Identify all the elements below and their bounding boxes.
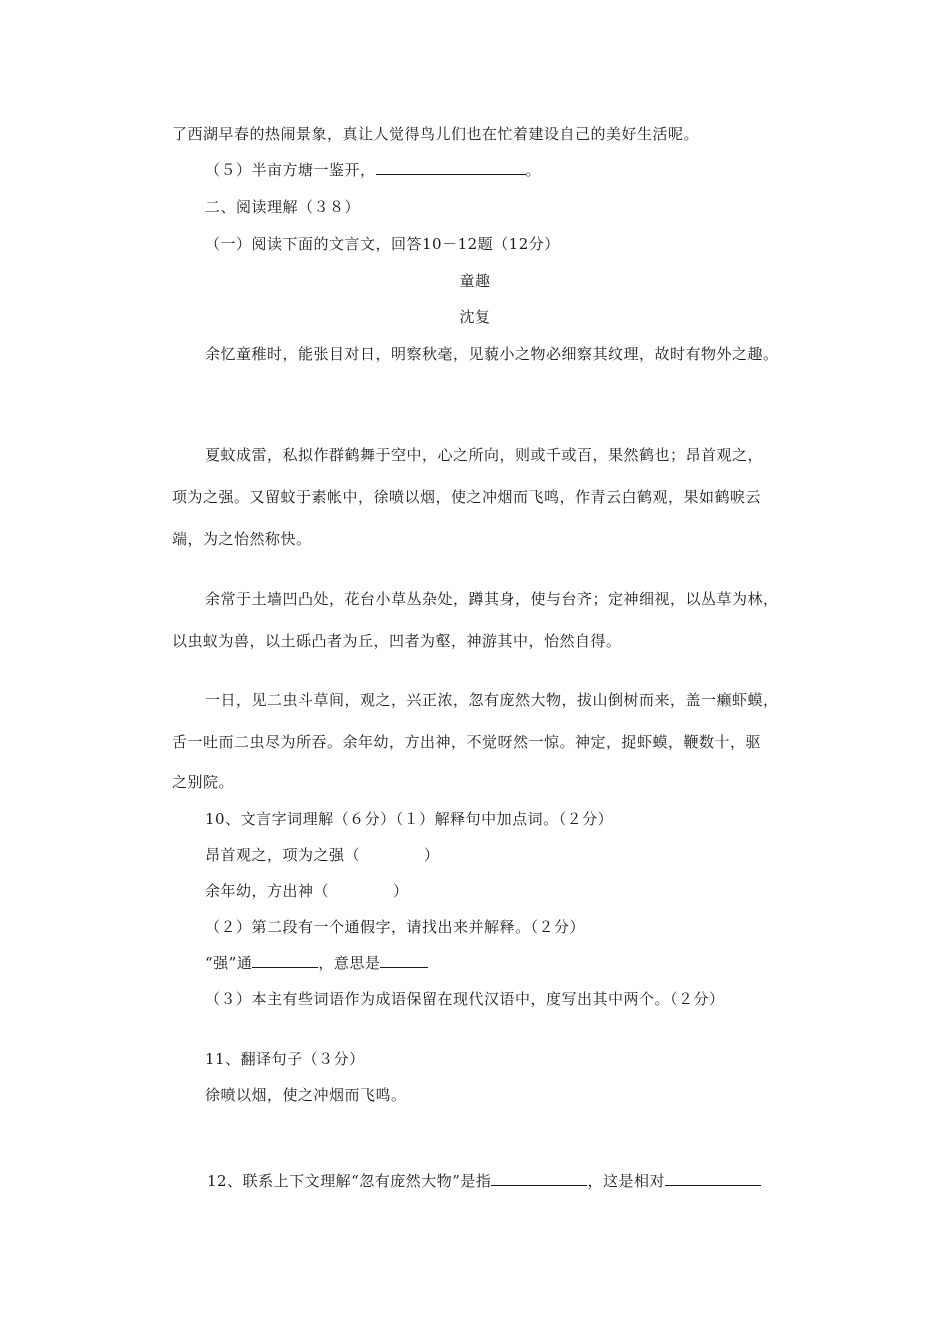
question-5-end: 。 (525, 161, 542, 179)
answer-blank (376, 160, 526, 175)
question-12-text-prefix: 12、联系上下文理解“忽有庞然大物”是指 (207, 1172, 492, 1190)
question-10-item-b (205, 881, 409, 901)
sub-2-answer-middle: ，意思是 (318, 954, 381, 972)
sub-2-answer-prefix: “强”通 (205, 954, 253, 972)
answer-blank (665, 1171, 761, 1186)
question-12-text-middle: ，这是相对 (587, 1172, 665, 1190)
question-10-title: 10、文言字词理解（６分）（１）解释句中加点词。（２分） (205, 810, 614, 828)
question-12 (207, 1171, 761, 1191)
passage-paragraph-4-line-3: 之别院。 (172, 773, 235, 791)
question-10-sub-3: （３）本主有些词语作为成语保留在现代汉语中，度写出其中两个。（２分） (205, 990, 725, 1008)
passage-paragraph-1: 余忆童稚时，能张目对日，明察秋毫，见藐小之物必细察其纹理，故时有物外之趣。 (205, 345, 779, 363)
passage-paragraph-4-line-1: 一日，见二虫斗草间，观之，兴正浓，忽有庞然大物，拔山倒树而来，盖一癞虾蟆， (205, 691, 779, 709)
question-10-item-a-close: ） (424, 846, 440, 864)
passage-author: 沈复 (459, 308, 491, 326)
question-10-item-b-text: 余年幼，方出神（ (205, 882, 330, 900)
passage-title: 童趣 (459, 272, 491, 290)
question-5-text: （５）半亩方塘一鉴开， (205, 161, 376, 179)
passage-paragraph-4-line-2: 舌一吐而二虫尽为所吞。余年幼，方出神，不觉呀然一惊。神定，捉虾蟆，鞭数十，驱 (172, 733, 762, 751)
answer-blank (380, 953, 428, 968)
passage-paragraph-3-line-2: 以虫蚁为兽，以土砾凸者为丘，凹者为壑，神游其中，怡然自得。 (172, 632, 622, 650)
question-11-sentence: 徐喷以烟，使之冲烟而飞鸣。 (205, 1086, 407, 1104)
question-11-title: 11、翻译句子（３分） (205, 1050, 365, 1068)
section-2-title: 二、阅读理解（３８） (205, 198, 361, 216)
question-10-item-a (205, 845, 440, 865)
question-10-item-b-close: ） (393, 882, 409, 900)
intro-line: 了西湖早春的热闹景象，真让人觉得鸟儿们也在忙着建设自己的美好生活呢。 (172, 125, 700, 143)
question-5 (205, 160, 541, 180)
answer-blank (491, 1171, 587, 1186)
question-10-sub-2-answer (205, 953, 428, 973)
part-1-instruction: （一）阅读下面的文言文，回答10－12题（12分） (205, 235, 560, 253)
question-10-item-a-text: 昂首观之，项为之强（ (205, 846, 361, 864)
passage-paragraph-2-line-3: 端，为之怡然称快。 (172, 530, 312, 548)
question-10-sub-2: （２）第二段有一个通假字，请找出来并解释。（２分） (205, 918, 586, 936)
passage-paragraph-2-line-1: 夏蚊成雷，私拟作群鹤舞于空中，心之所向，则或千或百，果然鹤也；昂首观之， (205, 446, 764, 464)
passage-paragraph-2-line-2: 项为之强。又留蚊于素帐中，徐喷以烟，使之冲烟而飞鸣，作青云白鹤观，果如鹤唳云 (172, 488, 762, 506)
answer-blank (252, 953, 318, 968)
passage-paragraph-3-line-1: 余常于土墙凹凸处，花台小草丛杂处，蹲其身，使与台齐；定神细视，以丛草为林， (205, 590, 779, 608)
